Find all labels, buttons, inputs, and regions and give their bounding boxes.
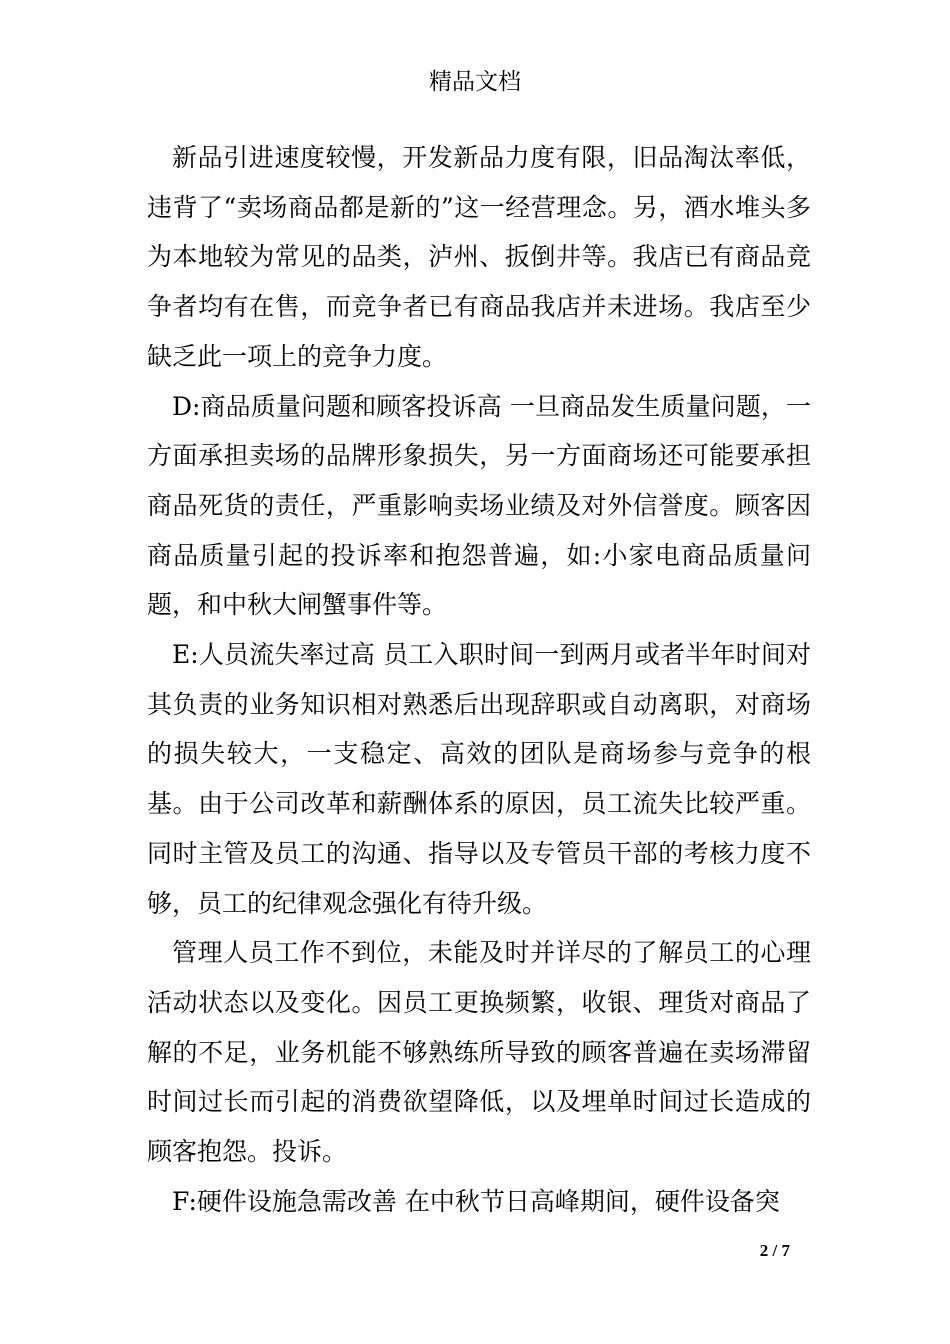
page-number: 2 / 7: [759, 1241, 790, 1260]
paragraph: 新品引进速度较慢，开发新品力度有限，旧品淘汰率低，违背了“卖场商品都是新的”这一经营理念。另，酒水堆头多为本地较为常见的品类，泸州、扳倒井等。我店已有商品竞争者均有在售，而竞争者已有商品我店并未进场。我店至少缺乏此一项上的竞争力度。: [147, 143, 811, 371]
paragraph: 管理人员工作不到位，未能及时并详尽的了解员工的心理活动状态以及变化。因员工更换频繁，收银、理货对商品了解的不足，业务机能不够熟练所导致的顾客普遍在卖场滞留时间过长而引起的消费欲望降低，以及埋单时间过长造成的顾客抱怨。投诉。: [147, 938, 811, 1167]
paragraph: F:硬件设施急需改善 在中秋节日高峰期间，硬件设备突: [172, 1186, 780, 1216]
paragraph: D:商品质量问题和顾客投诉高 一旦商品发生质量问题，一方面承担卖场的品牌形象损失，另一方面商场还可能要承担商品死货的责任，严重影响卖场业绩及对外信誉度。顾客因商品质量引起的投诉率和抱怨普遍，如:小家电商品质量问题，和中秋大闸蟹事件等。: [147, 391, 811, 620]
document-body: [147, 133, 811, 1226]
paragraph: E:人员流失率过高 员工入职时间一到两月或者半年时间对其负责的业务知识相对熟悉后出现辞职或自动离职，对商场的损失较大，一支稳定、高效的团队是商场参与竞争的根基。由于公司改革和薪酬体系的原因，员工流失比较严重。同时主管及员工的沟通、指导以及专管员干部的考核力度不够，员工的纪律观念强化有待升级。: [147, 640, 811, 918]
page-header-title: 精品文档: [429, 69, 521, 95]
